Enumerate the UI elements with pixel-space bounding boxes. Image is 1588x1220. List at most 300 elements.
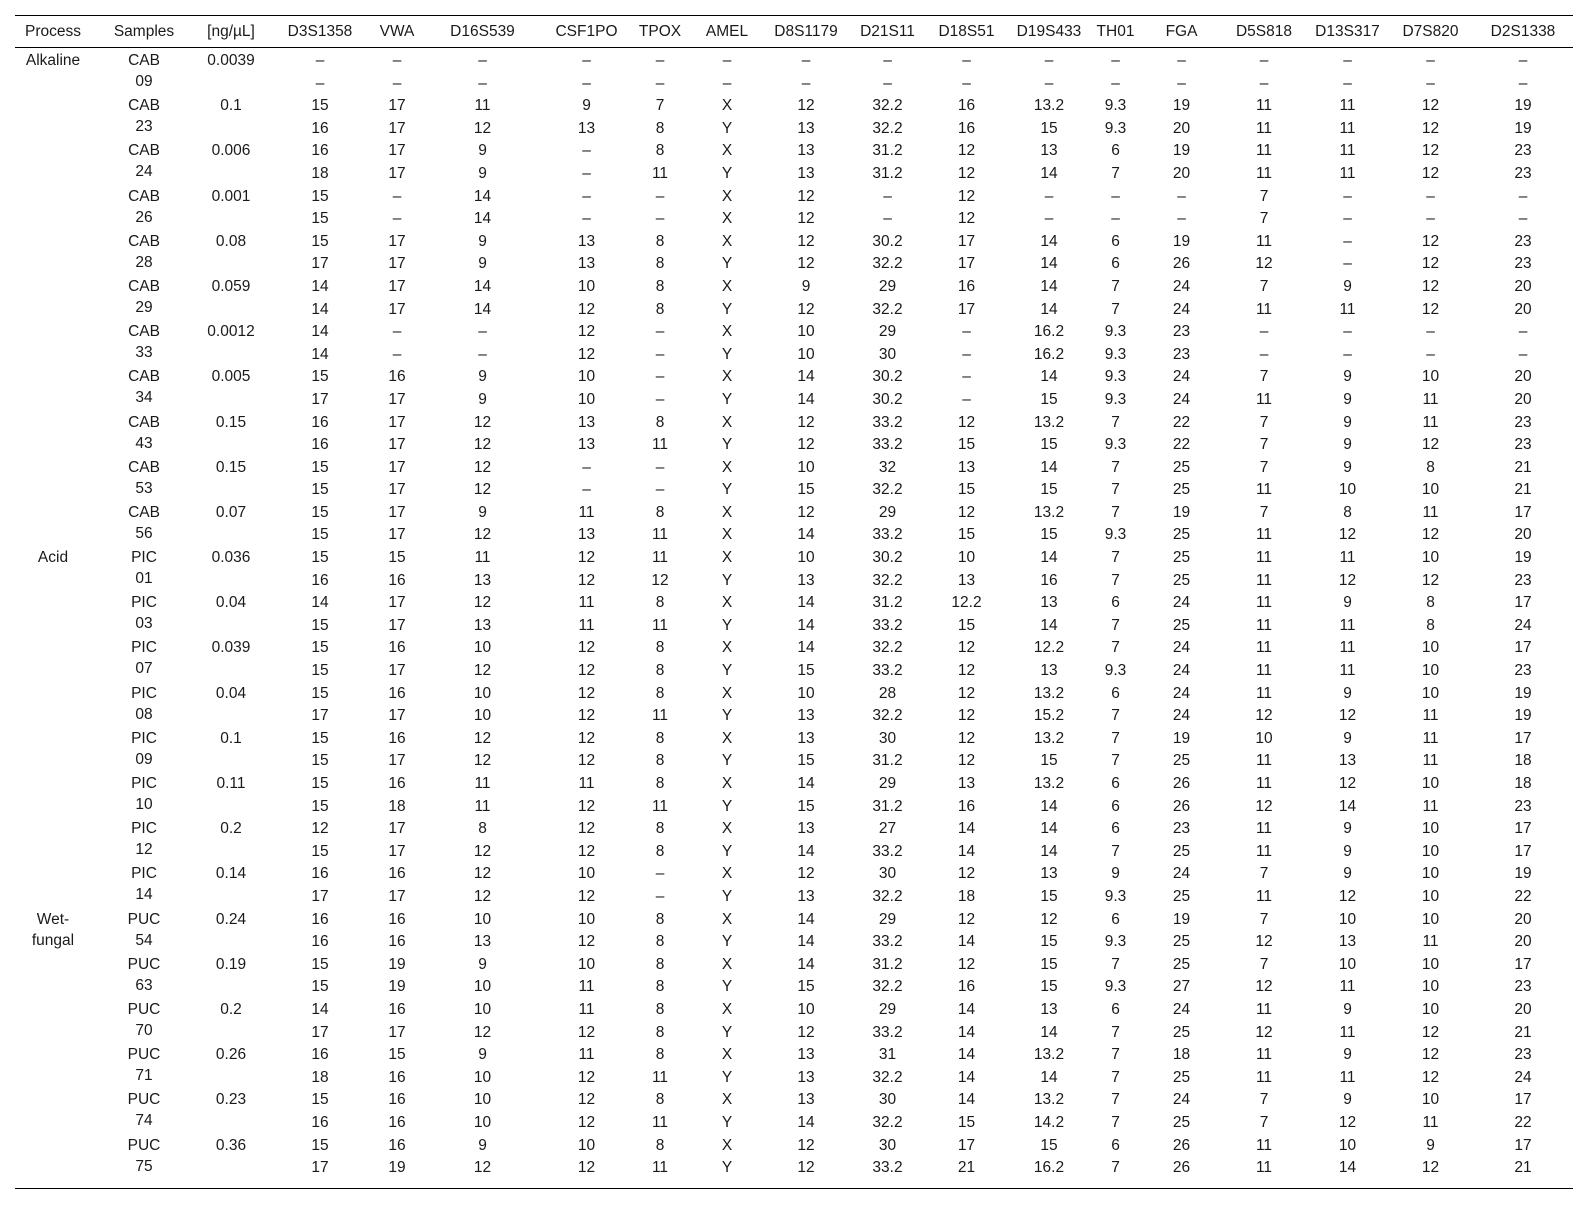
allele-cell: 11 xyxy=(1339,300,1356,318)
allele-cell: 15 xyxy=(1040,436,1058,454)
allele-cell: 16.2 xyxy=(1033,345,1065,363)
allele-cell: 9 xyxy=(478,955,487,973)
allele-cell: 10 xyxy=(473,1113,492,1131)
column-header: D18S51 xyxy=(924,16,1009,48)
allele-cell: 14.2 xyxy=(1033,1113,1065,1131)
allele-cell: 14 xyxy=(797,842,815,860)
allele-cell: 10 xyxy=(1421,368,1440,386)
allele-cell: 11 xyxy=(1422,413,1439,431)
allele-cell: 10 xyxy=(1421,1091,1440,1109)
sample-id-line: PUC xyxy=(127,910,161,928)
allele-cell: 22 xyxy=(1514,887,1532,905)
allele-cell: 14 xyxy=(1040,1023,1058,1041)
concentration-cell: 0.2 xyxy=(220,820,242,838)
allele-cell: 17 xyxy=(388,481,406,499)
sample-id-line: 70 xyxy=(135,1021,153,1039)
sample-id-line: PIC xyxy=(131,729,157,747)
allele-cell: 14 xyxy=(797,368,815,386)
process-label-line: Acid xyxy=(37,549,69,567)
allele-cell: 16 xyxy=(311,865,329,883)
allele-cell: 11 xyxy=(1422,752,1439,770)
allele-cell: Y xyxy=(721,1159,733,1177)
allele-cell: – xyxy=(1044,52,1054,69)
table-row xyxy=(15,683,1573,706)
allele-cell: 11 xyxy=(1255,232,1273,250)
allele-cell: 14 xyxy=(1040,368,1058,386)
sample-id-line: CAB xyxy=(128,503,160,521)
allele-cell: 20 xyxy=(1514,368,1532,386)
allele-cell: 12 xyxy=(1040,910,1058,928)
allele-cell: 33.2 xyxy=(872,1023,903,1041)
sample-id-line: CAB xyxy=(128,323,160,341)
allele-cell: 7 xyxy=(1111,955,1120,973)
allele-cell: 23 xyxy=(1514,436,1532,454)
concentration-cell: 0.0012 xyxy=(207,323,255,341)
allele-cell: 7 xyxy=(1259,1091,1269,1109)
allele-cell: – xyxy=(392,210,402,228)
allele-cell: 10 xyxy=(473,1091,492,1109)
allele-cell: 12 xyxy=(957,142,976,160)
allele-cell: – xyxy=(1426,52,1435,69)
allele-cell: 11 xyxy=(474,549,491,567)
allele-cell: 15 xyxy=(388,1046,406,1064)
allele-cell: 13.2 xyxy=(1033,1046,1065,1064)
concentration-cell: 0.07 xyxy=(215,503,247,521)
allele-cell: 7 xyxy=(1111,549,1120,567)
allele-cell: 8 xyxy=(655,594,665,612)
allele-cell: 12 xyxy=(473,865,492,883)
allele-cell: 12 xyxy=(577,729,596,747)
allele-cell: 12 xyxy=(473,481,492,499)
allele-cell: 19 xyxy=(1172,503,1191,521)
process-label-line: Alkaline xyxy=(25,52,81,69)
allele-cell: 14 xyxy=(1040,842,1058,860)
allele-cell: – xyxy=(1343,232,1352,250)
allele-cell: 16 xyxy=(311,1046,329,1064)
allele-cell: 6 xyxy=(1111,775,1120,792)
allele-cell: 15 xyxy=(311,662,329,680)
allele-cell: 10 xyxy=(577,910,596,928)
allele-cell: 12 xyxy=(957,729,976,747)
allele-cell: 17 xyxy=(388,390,406,408)
allele-cell: 32.2 xyxy=(872,300,903,318)
allele-cell: 14 xyxy=(1040,549,1058,567)
allele-cell: 7 xyxy=(1111,616,1120,634)
allele-cell: 12 xyxy=(577,842,596,860)
allele-cell: – xyxy=(883,74,892,92)
allele-cell: 14 xyxy=(1040,820,1058,838)
allele-cell: X xyxy=(721,503,733,521)
allele-cell: X xyxy=(721,820,733,838)
allele-cell: 7 xyxy=(1111,707,1120,725)
allele-cell: 11 xyxy=(578,594,595,612)
allele-cell: – xyxy=(1426,323,1435,341)
allele-cell: 7 xyxy=(655,97,665,115)
column-header: Process xyxy=(15,16,91,48)
sample-cell xyxy=(91,140,197,185)
allele-cell: – xyxy=(1177,74,1186,92)
sample-cell xyxy=(91,231,197,276)
allele-cell: 14 xyxy=(797,616,815,634)
allele-cell: 12 xyxy=(473,594,492,612)
allele-cell: 14 xyxy=(1040,164,1058,182)
allele-cell: – xyxy=(722,74,732,92)
allele-cell: 9.3 xyxy=(1104,323,1127,341)
allele-cell: 12 xyxy=(473,887,492,905)
allele-cell: 31.2 xyxy=(872,797,903,815)
allele-cell: 15 xyxy=(1040,390,1058,408)
allele-cell: 13 xyxy=(577,255,596,273)
allele-cell: 11 xyxy=(1339,978,1356,996)
allele-cell: 8 xyxy=(655,684,665,702)
allele-cell: 8 xyxy=(1426,458,1435,476)
allele-cell: 16 xyxy=(311,142,329,160)
allele-cell: 13.2 xyxy=(1033,729,1065,747)
allele-cell: 23 xyxy=(1514,1046,1532,1064)
allele-cell: 16 xyxy=(388,1091,406,1109)
allele-cell: 15 xyxy=(797,481,815,499)
concentration-cell: 0.0039 xyxy=(207,52,255,69)
allele-cell: 12 xyxy=(1338,526,1357,544)
allele-cell: 13 xyxy=(1338,933,1357,951)
allele-cell: 14 xyxy=(797,639,815,657)
allele-cell: 15 xyxy=(797,978,815,996)
sample-id-line: 14 xyxy=(135,886,153,904)
allele-cell: 17 xyxy=(957,1136,976,1154)
allele-cell: 31 xyxy=(878,1046,897,1064)
bottom-rule xyxy=(15,1188,1573,1189)
allele-cell: 17 xyxy=(957,232,976,250)
allele-cell: 10 xyxy=(797,458,815,476)
allele-cell: 17 xyxy=(388,526,406,544)
allele-cell: – xyxy=(315,52,325,69)
sample-cell xyxy=(91,321,197,366)
allele-cell: 12 xyxy=(1255,797,1273,815)
column-header: [ng/µL] xyxy=(197,16,265,48)
table-row xyxy=(15,818,1573,841)
allele-cell: 12 xyxy=(957,662,976,680)
concentration-cell: 0.001 xyxy=(211,187,251,205)
sample-id-line: PUC xyxy=(127,1000,161,1018)
allele-cell: 17 xyxy=(388,616,406,634)
allele-cell: – xyxy=(1518,210,1528,228)
sample-cell xyxy=(91,412,197,457)
allele-cell: 17 xyxy=(388,436,406,454)
allele-cell: 11 xyxy=(1339,1068,1356,1086)
allele-cell: 24 xyxy=(1172,865,1191,883)
allele-cell: 12 xyxy=(1421,1068,1440,1086)
sample-id-line: PIC xyxy=(131,549,157,567)
allele-cell: – xyxy=(1518,74,1528,92)
allele-cell: 32.2 xyxy=(872,1113,903,1131)
allele-cell: 21 xyxy=(957,1159,976,1177)
allele-cell: 10 xyxy=(1421,955,1440,973)
allele-cell: 14 xyxy=(957,1068,976,1086)
sample-id-line: 01 xyxy=(135,570,153,588)
allele-cell: – xyxy=(883,52,892,69)
allele-cell: X xyxy=(721,639,733,657)
allele-cell: 14 xyxy=(797,1113,815,1131)
allele-cell: 17 xyxy=(388,255,406,273)
allele-cell: 15 xyxy=(957,481,976,499)
allele-cell: 8 xyxy=(655,910,665,928)
allele-cell: 11 xyxy=(651,1068,669,1086)
allele-cell: 15 xyxy=(311,639,329,657)
sample-id-line: CAB xyxy=(128,97,160,115)
allele-cell: 11 xyxy=(1255,300,1273,318)
allele-cell: – xyxy=(655,887,665,905)
allele-cell: 11 xyxy=(1339,97,1356,115)
allele-cell: 25 xyxy=(1172,1023,1191,1041)
allele-cell: 17 xyxy=(388,752,406,770)
allele-cell: 30 xyxy=(878,729,897,747)
allele-cell: – xyxy=(392,187,402,205)
column-header: D19S433 xyxy=(1009,16,1089,48)
allele-cell: 16 xyxy=(388,865,406,883)
allele-cell: 13 xyxy=(797,1046,815,1064)
sample-id-line: 54 xyxy=(135,931,153,949)
allele-cell: 21 xyxy=(1514,458,1532,476)
allele-cell: 11 xyxy=(1255,662,1273,680)
allele-cell: 30.2 xyxy=(872,390,903,408)
allele-cell: 24 xyxy=(1514,616,1532,634)
allele-cell: X xyxy=(721,1091,733,1109)
allele-cell: 14 xyxy=(473,277,492,295)
allele-cell: 9 xyxy=(1343,458,1352,476)
allele-cell: – xyxy=(392,323,402,341)
allele-cell: – xyxy=(801,52,811,69)
allele-cell: – xyxy=(655,865,665,883)
allele-cell: 10 xyxy=(1421,481,1440,499)
allele-cell: 13 xyxy=(473,571,492,589)
allele-cell: 32.2 xyxy=(872,1068,903,1086)
sample-id-line: 71 xyxy=(135,1067,153,1085)
allele-cell: – xyxy=(392,74,402,92)
allele-cell: 10 xyxy=(1421,549,1440,567)
allele-cell: 12 xyxy=(577,1113,596,1131)
allele-cell: 24 xyxy=(1172,277,1191,295)
allele-cell: X xyxy=(721,368,733,386)
allele-cell: 14 xyxy=(1040,232,1058,250)
concentration-cell: 0.1 xyxy=(220,97,242,115)
allele-cell: 12 xyxy=(473,413,492,431)
allele-cell: 11 xyxy=(1255,594,1273,612)
allele-cell: 11 xyxy=(1255,97,1273,115)
allele-cell: 11 xyxy=(1422,390,1439,408)
allele-cell: 7 xyxy=(1111,729,1120,747)
allele-cell: 7 xyxy=(1111,1068,1120,1086)
allele-cell: Y xyxy=(721,571,733,589)
allele-cell: 13 xyxy=(797,820,815,838)
allele-cell: 12 xyxy=(1421,164,1440,182)
allele-cell: 7 xyxy=(1259,955,1269,973)
allele-cell: 14 xyxy=(957,1091,976,1109)
table-row xyxy=(15,366,1573,389)
sample-id-line: CAB xyxy=(128,52,160,69)
allele-cell: 15 xyxy=(311,616,329,634)
allele-cell: 23 xyxy=(1514,232,1532,250)
column-header: D16S539 xyxy=(419,16,546,48)
allele-cell: 12 xyxy=(797,436,815,454)
allele-cell: 29 xyxy=(878,775,897,792)
allele-cell: 8 xyxy=(655,1136,665,1154)
allele-cell: 11 xyxy=(1255,752,1273,770)
allele-cell: 11 xyxy=(1422,933,1439,951)
allele-cell: 16 xyxy=(388,639,406,657)
allele-cell: 8 xyxy=(655,142,665,160)
allele-cell: 14 xyxy=(1040,797,1058,815)
allele-cell: – xyxy=(582,52,591,69)
allele-cell: 12 xyxy=(957,210,976,228)
allele-cell: 16.2 xyxy=(1033,1159,1065,1177)
process-cell xyxy=(15,547,91,909)
allele-cell: 11 xyxy=(1255,1046,1273,1064)
allele-cell: 29 xyxy=(878,910,897,928)
table-header xyxy=(15,16,1573,48)
concentration-cell: 0.26 xyxy=(215,1046,247,1064)
allele-cell: 15 xyxy=(1040,933,1058,951)
allele-cell: 23 xyxy=(1514,164,1532,182)
allele-cell: 20 xyxy=(1514,300,1532,318)
allele-cell: 9.3 xyxy=(1104,887,1127,905)
allele-cell: – xyxy=(1343,187,1352,205)
allele-cell: 10 xyxy=(473,1068,492,1086)
allele-cell: Y xyxy=(721,345,733,363)
allele-cell: 9 xyxy=(1343,820,1352,838)
allele-cell: 15 xyxy=(388,549,406,567)
allele-cell: 30.2 xyxy=(872,232,903,250)
allele-cell: 25 xyxy=(1172,955,1191,973)
allele-cell: X xyxy=(721,1136,733,1154)
column-header: TPOX xyxy=(627,16,693,48)
allele-cell: 15 xyxy=(311,481,329,499)
allele-cell: 25 xyxy=(1172,842,1191,860)
allele-cell: 12 xyxy=(1255,707,1273,725)
allele-cell: 12 xyxy=(957,187,976,205)
allele-cell: 12 xyxy=(473,119,492,137)
allele-cell: 12 xyxy=(797,865,815,883)
column-header: D8S1179 xyxy=(761,16,851,48)
allele-cell: 12 xyxy=(1421,255,1440,273)
allele-cell: 7 xyxy=(1111,842,1120,860)
allele-cell: 12 xyxy=(797,232,815,250)
sample-id-line: PUC xyxy=(127,1136,161,1154)
sample-id-line: 56 xyxy=(135,524,153,542)
allele-cell: 15 xyxy=(1040,955,1058,973)
allele-cell: – xyxy=(1343,52,1352,69)
sample-id-line: CAB xyxy=(128,142,160,160)
table-row xyxy=(15,276,1573,299)
allele-cell: 17 xyxy=(388,662,406,680)
allele-cell: 7 xyxy=(1259,368,1269,386)
allele-cell: 12.2 xyxy=(951,594,982,612)
allele-cell: 11 xyxy=(1255,1159,1273,1177)
sample-cell xyxy=(91,683,197,728)
allele-cell: 11 xyxy=(578,503,595,521)
allele-cell: – xyxy=(1259,74,1269,92)
allele-cell: 9 xyxy=(1343,277,1352,295)
allele-cell: 17 xyxy=(1514,842,1532,860)
allele-cell: 28 xyxy=(878,684,897,702)
sample-id-line: 29 xyxy=(135,298,153,316)
allele-cell: 33.2 xyxy=(872,1159,903,1177)
allele-cell: 10 xyxy=(577,390,596,408)
allele-cell: 12 xyxy=(957,639,976,657)
allele-cell: 12 xyxy=(957,910,976,928)
allele-cell: 10 xyxy=(577,1136,596,1154)
allele-cell: 12 xyxy=(473,1023,492,1041)
sample-cell xyxy=(91,818,197,863)
allele-cell: 6 xyxy=(1111,255,1120,273)
sample-cell xyxy=(91,547,197,592)
allele-cell: Y xyxy=(721,481,733,499)
allele-cell: 8 xyxy=(655,842,665,860)
allele-cell: 11 xyxy=(1422,503,1439,521)
allele-cell: 11 xyxy=(651,549,669,567)
allele-cell: 7 xyxy=(1111,277,1120,295)
allele-cell: 15 xyxy=(311,842,329,860)
allele-cell: 11 xyxy=(474,775,491,792)
table-row xyxy=(15,1044,1573,1067)
allele-cell: 15 xyxy=(797,752,815,770)
allele-cell: 11 xyxy=(1255,684,1273,702)
sample-cell xyxy=(91,1044,197,1089)
allele-cell: 18 xyxy=(311,1068,329,1086)
allele-cell: – xyxy=(1518,323,1528,341)
allele-cell: 11 xyxy=(1255,1000,1273,1018)
allele-cell: 13.2 xyxy=(1033,97,1065,115)
concentration-cell: 0.006 xyxy=(211,142,251,160)
sample-id-line: 08 xyxy=(135,705,153,723)
allele-cell: 17 xyxy=(388,707,406,725)
allele-cell: – xyxy=(1518,345,1528,363)
allele-cell: – xyxy=(478,323,487,341)
allele-cell: 32 xyxy=(878,458,897,476)
allele-cell: 15 xyxy=(957,526,976,544)
allele-cell: 14 xyxy=(1338,1159,1357,1177)
allele-cell: 10 xyxy=(1421,910,1440,928)
allele-cell: 16 xyxy=(388,1113,406,1131)
allele-cell: 31.2 xyxy=(872,142,903,160)
allele-cell: 25 xyxy=(1172,1113,1191,1131)
allele-cell: Y xyxy=(721,978,733,996)
allele-cell: 25 xyxy=(1172,887,1191,905)
allele-cell: 12 xyxy=(577,820,596,838)
allele-cell: 17 xyxy=(388,142,406,160)
process-label-line: Wet- xyxy=(36,910,70,928)
concentration-cell: 0.059 xyxy=(211,277,251,295)
sample-cell xyxy=(91,773,197,818)
process-cell xyxy=(15,909,91,1180)
allele-cell: 17 xyxy=(388,232,406,250)
allele-cell: X xyxy=(721,594,733,612)
allele-cell: 9 xyxy=(1111,865,1120,883)
allele-cell: Y xyxy=(721,707,733,725)
allele-cell: 13 xyxy=(797,164,815,182)
concentration-cell: 0.2 xyxy=(220,1000,242,1018)
sample-id-line: 07 xyxy=(135,660,153,678)
allele-cell: 17 xyxy=(1514,594,1532,612)
allele-cell: 6 xyxy=(1111,820,1120,838)
allele-cell: – xyxy=(582,458,591,476)
allele-cell: – xyxy=(655,52,665,69)
allele-cell: 9 xyxy=(1343,390,1352,408)
allele-cell: 12 xyxy=(577,684,596,702)
allele-cell: 12 xyxy=(1421,97,1440,115)
allele-cell: 17 xyxy=(388,1023,406,1041)
allele-cell: 14 xyxy=(957,1046,976,1064)
allele-cell: 8 xyxy=(655,232,665,250)
